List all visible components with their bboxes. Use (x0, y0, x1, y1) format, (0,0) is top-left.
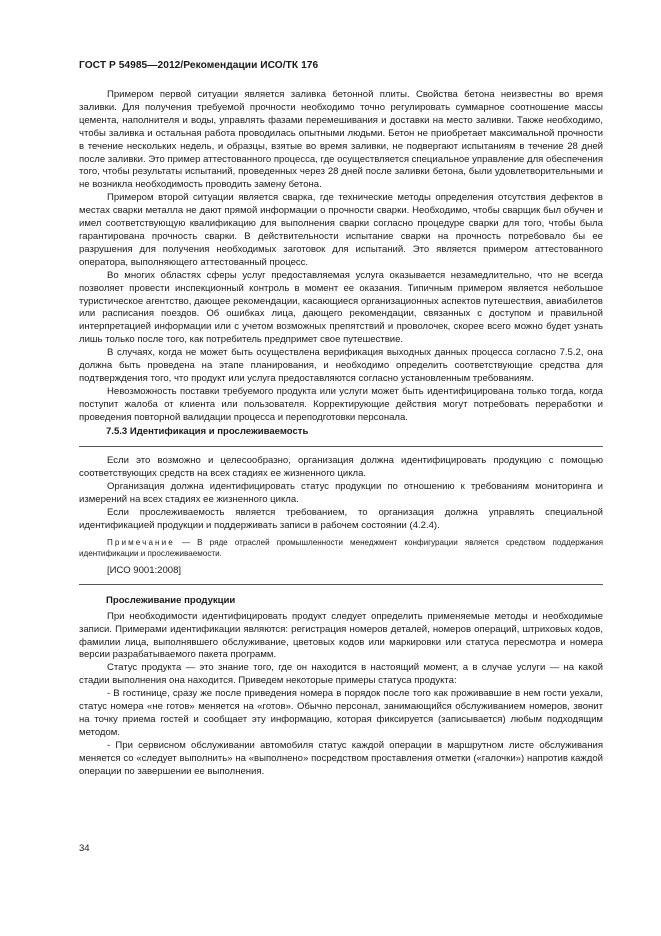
note-label: Примечание (107, 537, 175, 547)
paragraph: Статус продукта — это знание того, где он находится в настоящий момент, а в случае услуги — на какой стадии выполнения она находится. Приведем некоторые примеры статуса продукта: (79, 662, 603, 687)
quote-paragraph: Если это возможно и целесообразно, организация должна идентифицировать продукцию с помощью соответствующих средств на всех стадиях ее жизненного цикла. (79, 455, 603, 480)
paragraph: При необходимости идентифицировать продукт следует определить применяемые методы и необходимые записи. Примерами идентификации являются: регистрация номеров деталей, номеров операций, штриховых кодов, фамилии лица, выполнявшего обслуживание, цветовых кодов или маркировки или статуса пересмотра и номера версии разрабатываемого пакета программ. (79, 610, 603, 661)
page-header: ГОСТ Р 54985—2012/Рекомендации ИСО/ТК 176 (79, 60, 319, 71)
quote-paragraph: Если прослеживаемость является требованием, то организация должна управлять специальной идентификацией продукции и поддерживать записи в рабочем состоянии (4.2.4). (79, 507, 603, 531)
standard-reference: [ИСО 9001:2008] (107, 564, 182, 576)
note (79, 537, 603, 559)
note-text: — В ряде отраслей промышленности менеджмент конфигурации является средством поддержания идентификации и прослеживаемости. (79, 537, 603, 558)
paragraph: Невозможность поставки требуемого продукта или услуги может быть идентифицирована только тогда, когда поступит жалоба от клиента или пользователя. Корректирующие действия могут потребовать переработки и проведения повторной валидации процесса и переподготовки персонала. (79, 385, 603, 423)
standard-quote-box (79, 446, 603, 584)
paragraph: В случаях, когда не может быть осуществлена верификация выходных данных процесса согласно 7.5.2, она должна быть проведена на этапе планирования, и необходимо определить соответствующие средства для подтверждения того, что продукт или услуга предоставляются согласно установленным требованиям. (79, 347, 603, 384)
page-body (79, 89, 603, 779)
list-paragraph: - В гостинице, сразу же после приведения номера в порядок после того как проживавшие в нем гости уехали, статус номера «не готов» меняется на «готов». Обычно персонал, занимающийся обслуживанием номеров, звонит на точку приема гостей и сообщает эту информацию, которая фиксируется (записывается) любым подходящим методом. (79, 688, 603, 738)
paragraph: Примером второй ситуации является сварка, где технические методы определения отсутствия дефектов в местах сварки металла не дают прямой информации о прочности сварки. Необходимо, чтобы сварщик был обучен и имел соответствующую квалификацию для выполнения сварки согласно процедуре сварки для того, чтобы была гарантирована прочность сварки. В действительности испытание сварки на прочность потребовало бы ее разрушения для получения необходимых заготовок для испытаний. Это является примером аттестованного оператора, выполняющего аттестованный процесс. (79, 192, 603, 268)
page-number: 34 (79, 843, 90, 854)
section-heading: 7.5.3 Идентификация и прослеживаемость (106, 425, 309, 437)
subsection-heading: Прослеживание продукции (106, 594, 236, 606)
paragraph: Во многих областях сферы услуг предоставляемая услуга оказывается незамедлительно, что не всегда позволяет провести инспекционный контроль в момент ее оказания. Типичным примером является небольшое туристическое агентство, дающее рекомендации, касающиеся организационных аспектов путешествия, авиабилетов или расписания поездов. Об ошибках лица, дающего рекомендации, связанных с доступом и правильной интерпретацией информации или с учетом возможных препятствий и проволочек, скорее всего можно будет узнать лишь только после того, как потребитель предпримет свое путешествие. (79, 269, 603, 346)
list-paragraph: - При сервисном обслуживании автомобиля статус каждой операции в маршрутном листе обслуживания меняется со «следует выполнить» на «выполнено» посредством проставления отметки («галочки») напротив каждой операции по завершении ее выполнения. (79, 739, 603, 777)
quote-paragraph: Организация должна идентифицировать статус продукции по отношению к требованиям мониторинга и измерений на всех стадиях ее жизненного цикла. (79, 481, 603, 506)
paragraph: Примером первой ситуации является заливка бетонной плиты. Свойства бетона неизвестны во время заливки. Для получения требуемой прочности необходимо точно регулировать суммарное соотношение массы цемента, наполнителя и воды, управлять фазами перемешивания и доставки на место заливки. Также необходимо, чтобы заливка и остальная работа проводилась опытными людьми. Бетон не приобретает максимальной прочности в течение нескольких недель, и образцы, взятые во время заливки, не подвергают испытаниям в течение 28 дней после заливки. Это пример аттестованного процесса, где осуществляется специальное управление для обеспечения того, чтобы результаты испытаний, проведенных через 28 дней после заливки бетона, были удовлетворительными и не возникла необходимость проводить замену бетона. (79, 89, 603, 191)
